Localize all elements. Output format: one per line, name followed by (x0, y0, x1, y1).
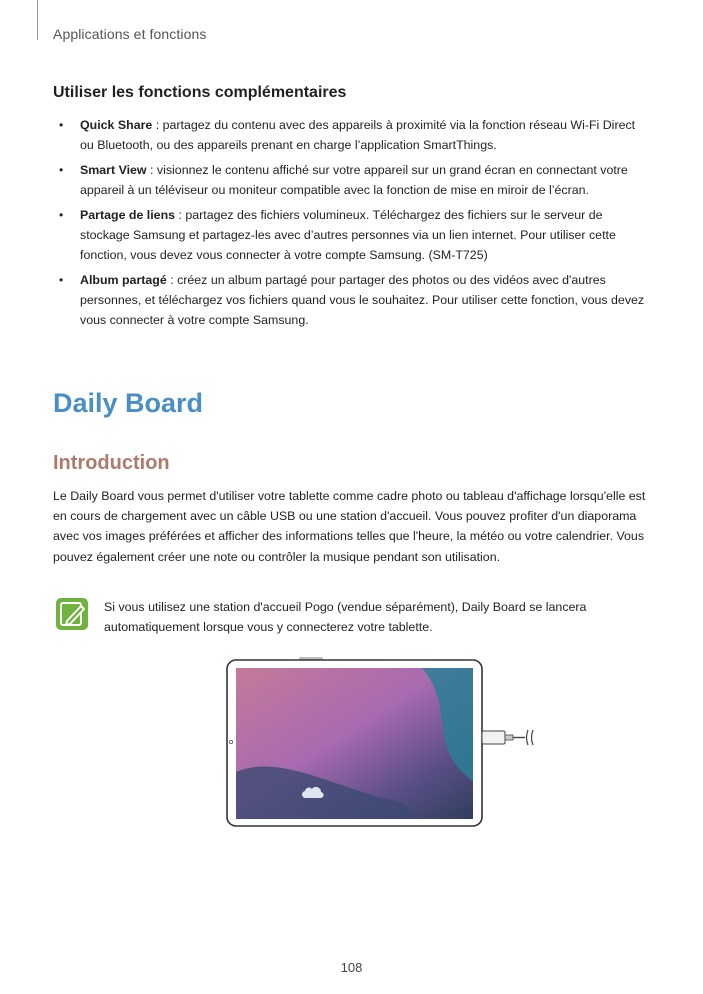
page-number: 108 (340, 960, 363, 975)
usb-connector (505, 735, 513, 740)
tablet-charging-illustration (222, 652, 552, 830)
feature-term: Partage de liens (80, 208, 176, 222)
introduction-title: Introduction (53, 452, 170, 474)
running-header: Applications et fonctions (53, 26, 207, 42)
feature-term: Album partagé (80, 273, 167, 287)
chapter-title: Daily Board (53, 388, 204, 418)
feature-description: : créez un album partagé pour partager des photos ou des vidéos avec d'autres personnes, et téléchargez vos fichiers quand vous le souhaitez. Pour utiliser cette fonction, vous devez vous connecter à votre compte Samsung. (80, 273, 645, 327)
feature-list (53, 115, 648, 335)
feature-term: Smart View (80, 163, 147, 177)
section-title: Utiliser les fonctions complémentaires (53, 84, 347, 101)
introduction-body: Le Daily Board vous permet d'utiliser votre tablette comme cadre photo ou tableau d'affichage lorsqu'elle est en cours de chargement avec un câble USB ou une station d'accueil. Vous pouvez profiter d'un diaporama avec vos images préférées et afficher des informations telles que l'heure, la météo ou votre calendrier. Vous pouvez également créer une note ou contrôler la musique pendant son utilisation. (53, 489, 646, 564)
feature-description: : partagez des fichiers volumineux. Téléchargez des fichiers sur le serveur de stockage Samsung et partagez-les avec d’autres personnes via un lien internet. Pour utiliser cette fonction, vous devez vous connecter à votre compte Samsung. (SM-T725) (80, 208, 616, 262)
feature-term: Quick Share (80, 118, 153, 132)
list-item (53, 205, 648, 265)
feature-description: : partagez du contenu avec des appareils à proximité via la fonction réseau Wi-Fi Direct ou Bluetooth, ou des appareils prenant en charge l’application SmartThings. (80, 118, 636, 152)
note-text: Si vous utilisez une station d'accueil Pogo (vendue séparément), Daily Board se lancera automatiquement lorsque vous y connecterez votre tablette. (104, 600, 587, 635)
list-item (53, 115, 648, 155)
bullet-icon: • (59, 208, 64, 222)
bullet-icon: • (59, 273, 64, 287)
margin-rule (37, 0, 38, 40)
cable-wave-icon (527, 730, 534, 745)
feature-description: : visionnez le contenu affiché sur votre appareil sur un grand écran en connectant votre appareil à un téléviseur ou moniteur compatible avec la fonction de mise en miroir de l’écran. (80, 163, 628, 197)
note-icon (55, 597, 89, 631)
bullet-icon: • (59, 163, 64, 177)
bullet-icon: • (59, 118, 64, 132)
list-item (53, 270, 648, 330)
list-item (53, 160, 648, 200)
usb-plug (482, 731, 505, 744)
